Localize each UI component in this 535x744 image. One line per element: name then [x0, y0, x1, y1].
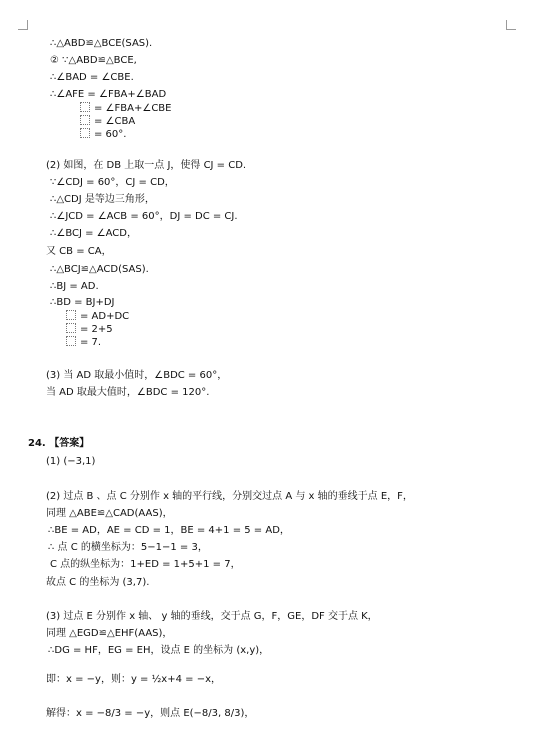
corner-mark-right [506, 20, 516, 30]
proof-line: ∴△ABD≌△BCE(SAS). [50, 38, 153, 49]
proof-line: = ∠FBA+∠CBE [80, 102, 171, 115]
proof-line: (3) 过点 E 分别作 x 轴、 y 轴的垂线，交于点 G，F，GE，DF 交于点 K， [46, 611, 378, 622]
proof-line: 故点 C 的坐标为 (3,7). [46, 577, 150, 588]
proof-line: 同理 △EGD≌△EHF(AAS)， [46, 628, 173, 639]
proof-line: ∵∠CDJ = 60°，CJ = CD， [50, 177, 175, 188]
proof-line: ∴BE = AD，AE = CD = 1，BE = 4+1 = 5 = AD， [48, 525, 290, 536]
proof-line: ② ∵△ABD≌△BCE, [50, 55, 137, 66]
proof-line: ∴DG = HF，EG = EH，设点 E 的坐标为 (x,y)， [48, 645, 270, 656]
proof-line: (3) 当 AD 取最小值时，∠BDC = 60°， [46, 370, 228, 381]
proof-line: 又 CB = CA， [46, 246, 112, 257]
placeholder-box-icon [66, 323, 76, 333]
proof-line: 当 AD 取最大值时，∠BDC = 120°. [46, 387, 210, 398]
proof-line: (2) 过点 B 、点 C 分别作 x 轴的平行线，分别交过点 A 与 x 轴的垂线于点 E，F， [46, 491, 413, 502]
proof-line: ∴∠BAD = ∠CBE. [50, 72, 134, 83]
placeholder-box-icon [80, 115, 90, 125]
placeholder-box-icon [80, 128, 90, 138]
proof-line: ∴BJ = AD. [50, 281, 99, 292]
proof-line: = ∠CBA [80, 115, 135, 128]
placeholder-box-icon [66, 310, 76, 320]
proof-line: 同理 △ABE≌△CAD(AAS)， [46, 508, 173, 519]
proof-line: = 7. [66, 336, 101, 349]
proof-line: ∴△CDJ 是等边三角形， [50, 194, 155, 205]
proof-line: ∴∠BCJ = ∠ACD， [50, 228, 137, 239]
placeholder-box-icon [80, 102, 90, 112]
proof-line: = 2+5 [66, 323, 113, 336]
corner-mark-left [18, 20, 28, 30]
proof-line: = AD+DC [66, 310, 129, 323]
placeholder-box-icon [66, 336, 76, 346]
proof-line: = 60°. [80, 128, 126, 141]
proof-line: 即：x = −y，则：y = ½x+4 = −x， [46, 674, 221, 685]
proof-line: 解得：x = −8/3 = −y，则点 E(−8/3, 8/3)， [46, 708, 255, 719]
proof-line: ∴△BCJ≌△ACD(SAS). [50, 264, 149, 275]
proof-line: ∴∠AFE = ∠FBA+∠BAD [50, 89, 167, 100]
proof-line: ∴BD = BJ+DJ [50, 297, 115, 308]
proof-line: ∴ 点 C 的横坐标为：5−1−1 = 3， [48, 542, 208, 553]
proof-line: ∴∠JCD = ∠ACB = 60°，DJ = DC = CJ. [50, 211, 238, 222]
question-heading: 24. 【答案】 [28, 438, 90, 449]
proof-line: C 点的纵坐标为：1+ED = 1+5+1 = 7， [50, 559, 241, 570]
proof-line: (2) 如图，在 DB 上取一点 J，使得 CJ = CD. [46, 160, 247, 171]
proof-line: (1) (−3,1) [46, 456, 96, 467]
